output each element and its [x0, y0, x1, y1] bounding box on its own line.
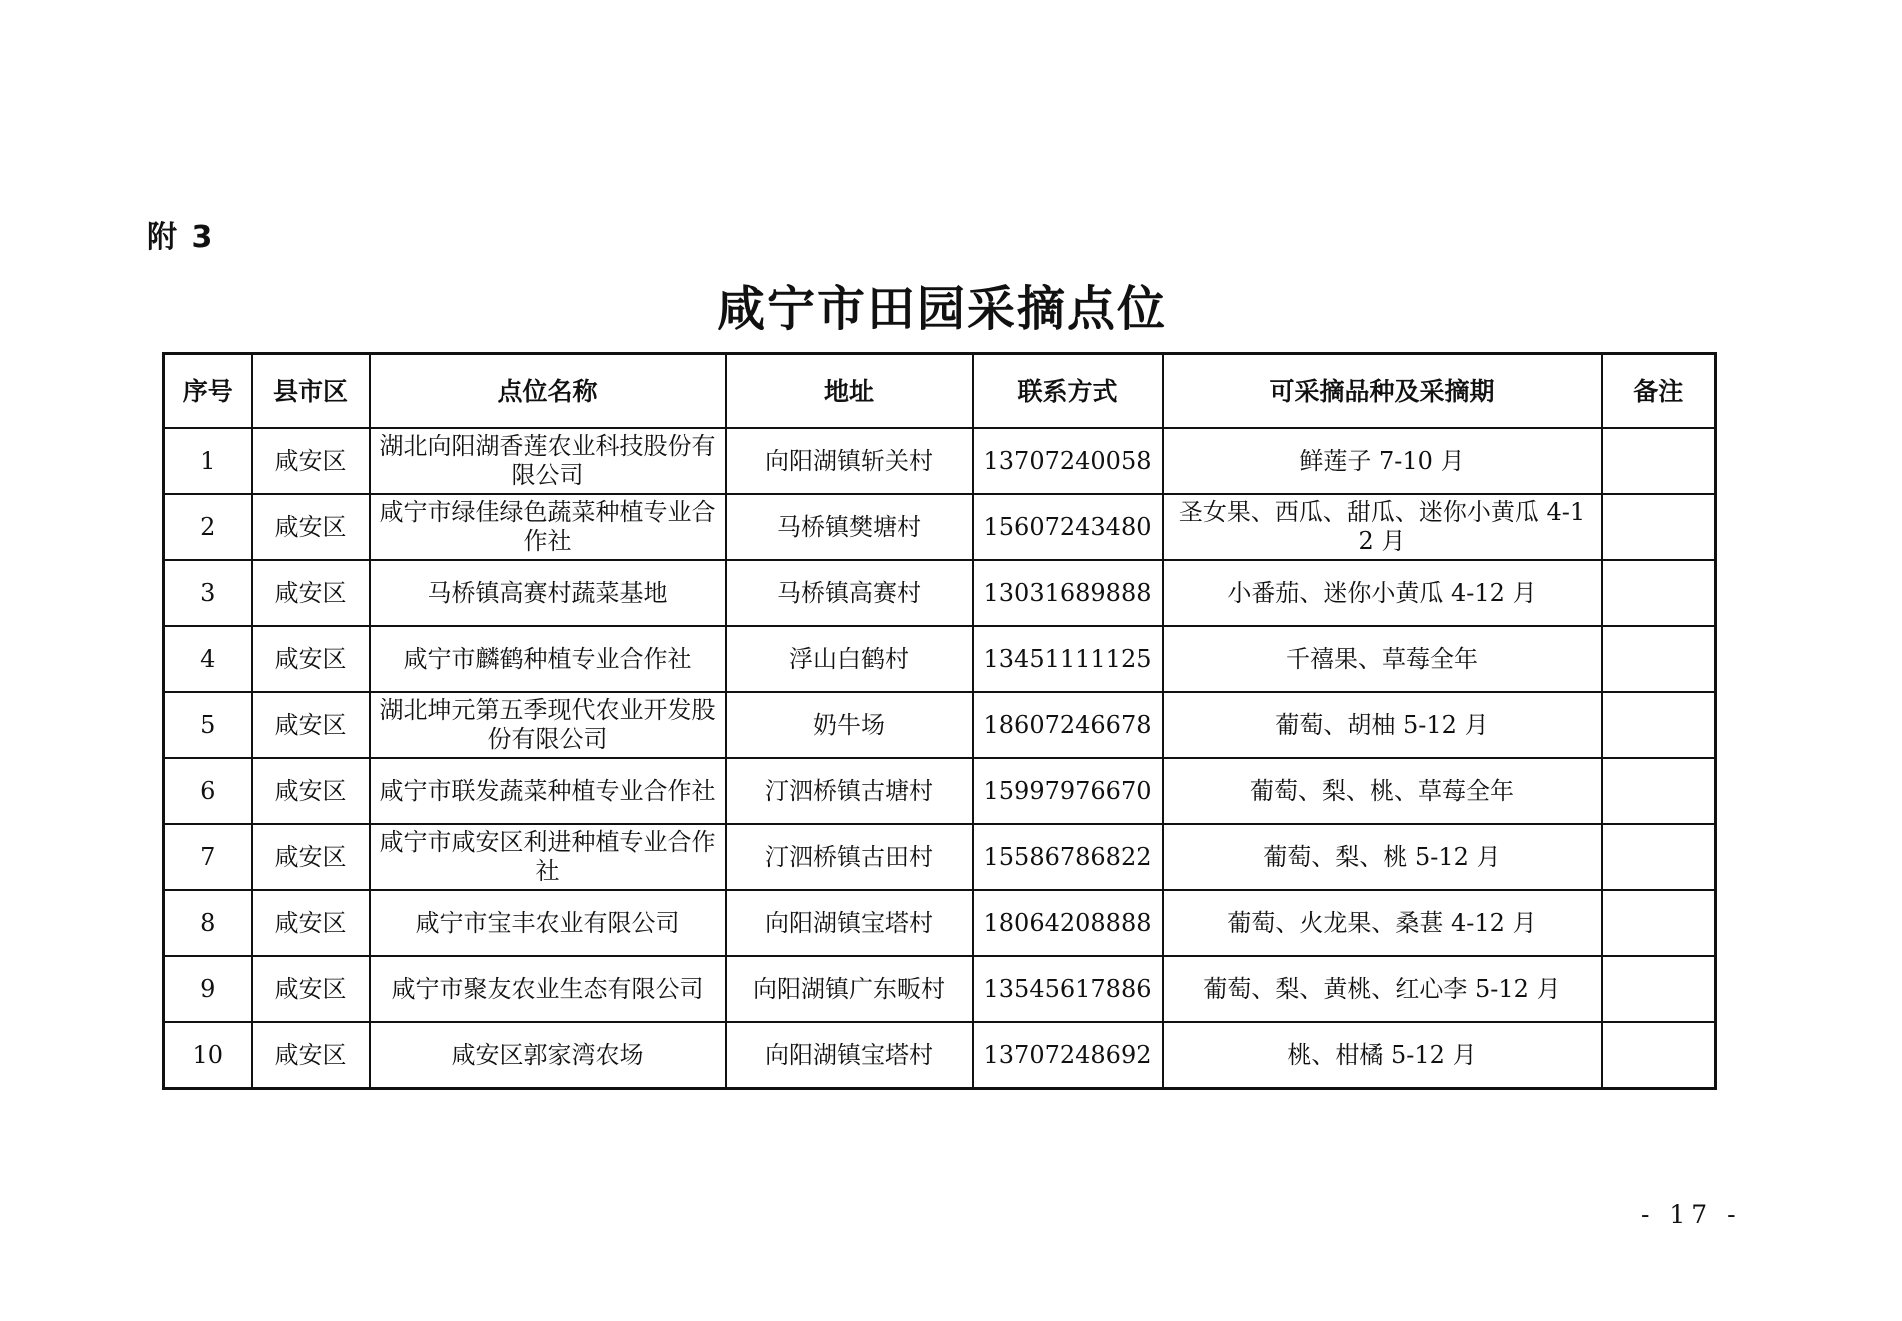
- cell-district: 咸安区: [252, 428, 370, 494]
- table-row: [164, 956, 1716, 1022]
- cell-site-name: 咸宁市麟鹤种植专业合作社: [370, 626, 726, 692]
- picking-sites-table: [162, 352, 1717, 1090]
- table-header-row: [164, 354, 1716, 429]
- cell-note: [1602, 626, 1716, 692]
- cell-site-name: 湖北向阳湖香莲农业科技股份有限公司: [370, 428, 726, 494]
- cell-produce: 桃、柑橘 5-12 月: [1163, 1022, 1602, 1089]
- cell-phone: 18607246678: [973, 692, 1163, 758]
- table-row: [164, 824, 1716, 890]
- header-site-name: 点位名称: [370, 354, 726, 429]
- page-title: 咸宁市田园采摘点位: [716, 281, 1167, 337]
- cell-address: 向阳湖镇斩关村: [726, 428, 973, 494]
- cell-site-name: 咸宁市绿佳绿色蔬菜种植专业合作社: [370, 494, 726, 560]
- cell-district: 咸安区: [252, 626, 370, 692]
- cell-site-name: 马桥镇高赛村蔬菜基地: [370, 560, 726, 626]
- cell-no: 6: [164, 758, 252, 824]
- cell-no: 10: [164, 1022, 252, 1089]
- table-row: [164, 494, 1716, 560]
- cell-phone: 13031689888: [973, 560, 1163, 626]
- cell-site-name: 咸宁市聚友农业生态有限公司: [370, 956, 726, 1022]
- table-row: [164, 890, 1716, 956]
- cell-district: 咸安区: [252, 560, 370, 626]
- cell-site-name: 咸安区郭家湾农场: [370, 1022, 726, 1089]
- cell-note: [1602, 956, 1716, 1022]
- cell-address: 马桥镇樊塘村: [726, 494, 973, 560]
- header-remarks: 备注: [1602, 354, 1716, 429]
- cell-site-name: 湖北坤元第五季现代农业开发股份有限公司: [370, 692, 726, 758]
- cell-no: 5: [164, 692, 252, 758]
- header-contact: 联系方式: [973, 354, 1163, 429]
- cell-phone: 15586786822: [973, 824, 1163, 890]
- cell-produce: 小番茄、迷你小黄瓜 4-12 月: [1163, 560, 1602, 626]
- cell-district: 咸安区: [252, 824, 370, 890]
- header-district: 县市区: [252, 354, 370, 429]
- cell-phone: 18064208888: [973, 890, 1163, 956]
- cell-produce: 葡萄、胡柚 5-12 月: [1163, 692, 1602, 758]
- table-row: [164, 692, 1716, 758]
- header-address: 地址: [726, 354, 973, 429]
- cell-no: 3: [164, 560, 252, 626]
- cell-district: 咸安区: [252, 758, 370, 824]
- cell-produce: 葡萄、梨、桃、草莓全年: [1163, 758, 1602, 824]
- cell-note: [1602, 824, 1716, 890]
- cell-phone: 15997976670: [973, 758, 1163, 824]
- cell-address: 向阳湖镇宝塔村: [726, 1022, 973, 1089]
- table-row: [164, 428, 1716, 494]
- cell-address: 马桥镇高赛村: [726, 560, 973, 626]
- cell-produce: 千禧果、草莓全年: [1163, 626, 1602, 692]
- cell-phone: 13707240058: [973, 428, 1163, 494]
- cell-note: [1602, 758, 1716, 824]
- cell-produce: 鲜莲子 7-10 月: [1163, 428, 1602, 494]
- cell-no: 7: [164, 824, 252, 890]
- cell-note: [1602, 890, 1716, 956]
- cell-district: 咸安区: [252, 956, 370, 1022]
- cell-note: [1602, 494, 1716, 560]
- cell-produce: 圣女果、西瓜、甜瓜、迷你小黄瓜 4-12 月: [1163, 494, 1602, 560]
- cell-site-name: 咸宁市宝丰农业有限公司: [370, 890, 726, 956]
- cell-address: 向阳湖镇广东畈村: [726, 956, 973, 1022]
- cell-address: 汀泗桥镇古塘村: [726, 758, 973, 824]
- cell-site-name: 咸宁市咸安区利进种植专业合作社: [370, 824, 726, 890]
- page-number: - 17 -: [1641, 1200, 1742, 1229]
- table-row: [164, 758, 1716, 824]
- cell-produce: 葡萄、火龙果、桑葚 4-12 月: [1163, 890, 1602, 956]
- header-produce: 可采摘品种及采摘期: [1163, 354, 1602, 429]
- cell-no: 2: [164, 494, 252, 560]
- cell-no: 1: [164, 428, 252, 494]
- cell-no: 9: [164, 956, 252, 1022]
- cell-district: 咸安区: [252, 494, 370, 560]
- cell-note: [1602, 428, 1716, 494]
- cell-district: 咸安区: [252, 890, 370, 956]
- cell-phone: 13545617886: [973, 956, 1163, 1022]
- cell-phone: 13451111125: [973, 626, 1163, 692]
- cell-produce: 葡萄、梨、桃 5-12 月: [1163, 824, 1602, 890]
- header-no: 序号: [164, 354, 252, 429]
- cell-address: 汀泗桥镇古田村: [726, 824, 973, 890]
- cell-district: 咸安区: [252, 1022, 370, 1089]
- cell-no: 8: [164, 890, 252, 956]
- table-row: [164, 1022, 1716, 1089]
- cell-phone: 13707248692: [973, 1022, 1163, 1089]
- cell-note: [1602, 560, 1716, 626]
- table-row: [164, 626, 1716, 692]
- cell-no: 4: [164, 626, 252, 692]
- table-row: [164, 560, 1716, 626]
- cell-site-name: 咸宁市联发蔬菜种植专业合作社: [370, 758, 726, 824]
- cell-phone: 15607243480: [973, 494, 1163, 560]
- cell-address: 向阳湖镇宝塔村: [726, 890, 973, 956]
- cell-produce: 葡萄、梨、黄桃、红心李 5-12 月: [1163, 956, 1602, 1022]
- cell-note: [1602, 1022, 1716, 1089]
- cell-note: [1602, 692, 1716, 758]
- cell-address: 奶牛场: [726, 692, 973, 758]
- cell-district: 咸安区: [252, 692, 370, 758]
- cell-address: 浮山白鹤村: [726, 626, 973, 692]
- annex-label: 附 3: [147, 220, 215, 255]
